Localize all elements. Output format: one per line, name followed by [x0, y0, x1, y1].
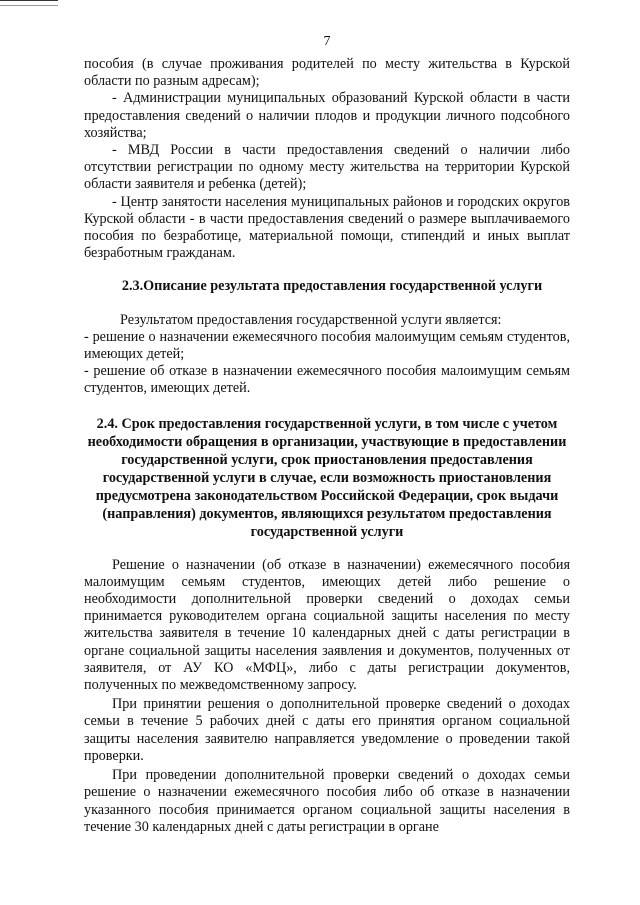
paragraph: Решение о назначении (об отказе в назначении) ежемесячного пособия малоимущим семьям студентов, имеющих детей либо решение о необходимости дополнительной проверки сведений о доходах семьи принимается руководителем органа социальной защиты населения по месту жительства заявителя в течение 10 календарных дней с даты регистрации в органе социальной защиты населения заявления и документов, полученных от заявителя, от АУ КО «МФЦ», либо с даты регистрации документов, полученных по межведомственному запросу. [84, 556, 570, 694]
section-intro: Результатом предоставления государственной услуги является: [120, 311, 502, 328]
paragraph: При проведении дополнительной проверки сведений о доходах семьи решение о назначении ежемесячного пособия либо об отказе в назначении указанного пособия принимается органом социальной защиты населения в течение 30 календарных дней с даты регистрации в органе [84, 767, 570, 835]
list-item: - решение об отказе в назначении ежемесячного пособия малоимущим семьям студентов, имеющих детей. [84, 363, 570, 397]
section-heading-2-4: 2.4. Срок предоставления государственной услуги, в том числе с учетом необходимости обращения в организации, участвующие в предоставлении государственной услуги, срок приостановления предоставления государственной услуги в случае, если возможность приостановления предусмотрена законодательством Российской Федерации, срок выдачи (направления) документов, являющихся результатом предоставления государственной услуги [87, 415, 567, 540]
list-item: - решение о назначении ежемесячного пособия малоимущим семьям студентов, имеющих детей; [84, 328, 570, 363]
document-page [84, 34, 570, 836]
page-number: 7 [323, 34, 331, 49]
section-heading-2-3: 2.3.Описание результата предоставления государственной услуги [121, 278, 543, 295]
paragraph: пособия (в случае проживания родителей по месту жительства в Курской области по разным адресам); [84, 56, 570, 90]
list-item: - МВД России в части предоставления сведений о наличии либо отсутствии регистрации по одному месту жительства на территории Курской области заявителя и ребенка (детей); [84, 142, 570, 193]
list-item: - Администрации муниципальных образований Курской области в части предоставления сведений о наличии плодов и продукции личного подсобного хозяйства; [84, 90, 570, 141]
paragraph: При принятии решения о дополнительной проверке сведений о доходах семьи в течение 5 рабочих дней с даты его принятия органом социальной защиты населения заявителю направляется уведомление о проведении такой проверки. [84, 696, 570, 764]
scan-corner-mark [0, 0, 58, 6]
list-item: - Центр занятости населения муниципальных районов и городских округов Курской области - в части предоставления сведений о размере выплачиваемого пособия по безработице, материальной помощи, стипендий и иных выплат безработным гражданам. [84, 193, 570, 262]
